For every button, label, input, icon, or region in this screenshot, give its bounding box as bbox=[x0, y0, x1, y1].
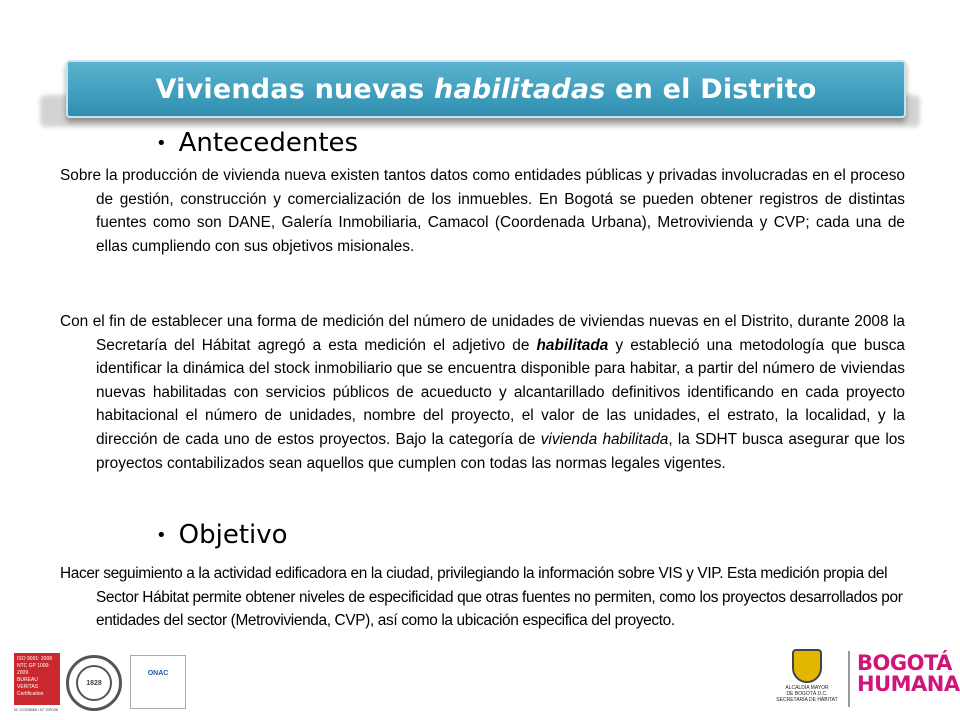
alcaldia-shield-logo: ALCALDÍA MAYOR DE BOGOTÁ D.C. SECRETARÍA DE HÁBITAT bbox=[772, 645, 842, 717]
paragraph-objetivo: Hacer seguimiento a la actividad edificadora en la ciudad, privilegiando la información sobre VIS y VIP. Esta medición propia del Sector Hábitat permite obtener niveles de especificidad que otras fuentes no permiten, como los proyectos desarrollados por entidades del sector (Metrovivienda, CVP), así como la ubicación especifica del proyecto. bbox=[60, 565, 903, 630]
paragraph-antecedentes-1: Sobre la producción de vivienda nueva existen tantos datos como entidades públicas y privadas involucradas en el proceso de gestión, construcción y comercialización de los inmuebles. En Bogotá se pueden obtener registros de distintas fuentes como son DANE, Galería Inmobiliaria, Camacol (Coordenada Urbana), Metrovivienda y CVP; cada una de ellas cumpliendo con sus objetivos misionales. bbox=[60, 167, 905, 255]
bullet-icon: • bbox=[156, 132, 167, 154]
title-banner bbox=[66, 60, 906, 118]
onac-logo: ONAC bbox=[130, 655, 186, 709]
iso-footnote: N° CO23088 / N° GP035 bbox=[14, 707, 59, 712]
footer-logos bbox=[0, 645, 960, 720]
bureau-veritas-year: 1828 bbox=[76, 665, 112, 701]
logo-divider bbox=[848, 651, 850, 707]
section-heading-objetivo: • Objetivo bbox=[156, 520, 288, 550]
page-title: Viviendas nuevas habilitadas en el Distrito bbox=[155, 73, 817, 105]
bureau-veritas-logo bbox=[66, 655, 122, 711]
iso-certification-logo: ISO 9001: 2008 NTC GP 1000: 2009 BUREAU VERITAS Certification bbox=[14, 653, 60, 705]
section-heading-antecedentes: • Antecedentes bbox=[156, 128, 359, 158]
bogota-humana-logo: BOGOTÁ HUMANA bbox=[857, 651, 960, 696]
paragraph-antecedentes-2: Con el fin de establecer una forma de medición del número de unidades de viviendas nuevas en el Distrito, durante 2008 la Secretaría del Hábitat agregó a esta medición el adjetivo de habilitada y estableció una metodología que busca identificar la dinámica del stock inmobiliario que se encuentra disponible para habitar, a partir del número de viviendas nuevas habilitadas con servicios públicos de acueducto y alcantarillado definitivos identificando en cada proyecto habitacional el número de unidades, nombre del proyecto, el valor de las unidades, el estrato, la localidad, y la dirección de cada uno de estos proyectos. Bajo la categoría de vivienda habilitada, la SDHT busca asegurar que los proyectos contabilizados sean aquellos que cumplen con todas las normas legales vigentes. bbox=[60, 313, 905, 472]
coat-of-arms-icon bbox=[792, 649, 822, 683]
bullet-icon: • bbox=[156, 524, 167, 546]
